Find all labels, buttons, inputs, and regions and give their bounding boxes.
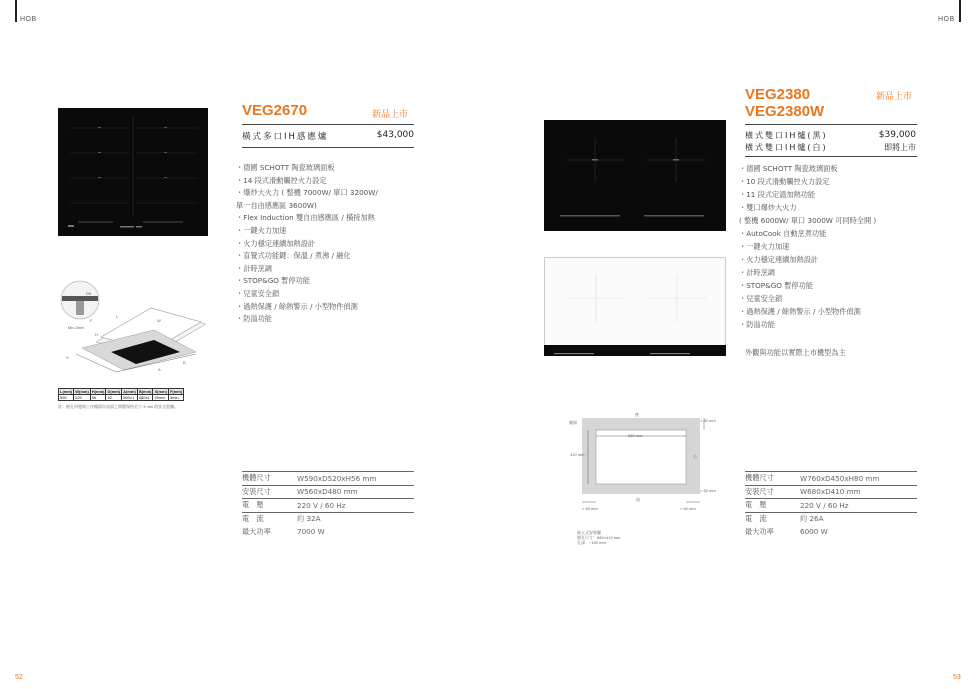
spec-row [745,485,917,499]
veg2380-spec-table [745,471,917,539]
feature-item: ・11 段式定溫加熱功能 [739,190,816,199]
dim-value: 520 [74,395,91,401]
spec-value: 7000 W [297,527,325,537]
feature-item: ・德國 SCHOTT 陶瓷玻璃面板 [739,164,838,173]
install-gap-top: > 50 mm [700,418,716,423]
dim-value: 52 [106,395,122,401]
feature-item: ( 整機 6000W/ 單口 3000W 可同時全開 ) [739,216,877,225]
veg2670-diagram-X: X [66,355,69,360]
veg2380-name-rule [745,156,917,157]
spec-value: 6000 W [800,527,828,537]
veg2670-diagram-A: A [158,367,161,372]
feature-item: ・10 段式滑動觸控火力設定 [739,177,830,186]
spec-key: 安裝尺寸 [242,486,271,496]
spec-key: 電 流 [242,513,264,523]
spec-row [242,471,414,485]
veg2670-spec-table [242,471,414,539]
veg2380-product-name-black: 橫式雙口IH爐(黑) [745,131,828,140]
feature-item: ・直覺式功能鍵：保溫 / 煮沸 / 融化 [236,251,351,261]
feature-item: ・防溢功能 [739,320,775,329]
feature-item: ・14 段式滑動觸控火力設定 [236,175,327,185]
spec-value: W760xD450xH80 mm [800,473,880,483]
veg2670-model: VEG2670 [242,102,308,119]
install-width-label: 680 mm [628,433,643,438]
spec-row [745,525,917,539]
veg2670-product-name: 橫式多口IH感應爐 [242,132,329,142]
feature-item: 單一自由感應區 3600W) [236,200,317,210]
veg2670-hob-zones [58,108,208,236]
veg2670-dimension-table [58,388,184,401]
feature-item: ・過熱保護 / 餘熱警示 / 小型物件偵測 [236,301,358,311]
feature-item: ・過熱保護 / 餘熱警示 / 小型物件偵測 [739,307,861,316]
install-note: 孔深：~150 mm [577,540,606,545]
spec-key: 電 壓 [242,500,264,510]
feature-item: ・兒童安全鎖 [236,288,280,298]
install-depth-label: 410 mm [570,452,585,457]
veg2380-black-zones [544,120,726,231]
spec-value: W560xD480 mm [297,487,358,497]
veg2380-title-rule [745,124,917,125]
dim-table-value-row [59,395,184,401]
spec-value: 約 32A [297,513,321,523]
install-gap-left: > 50 mm [582,506,598,511]
spec-key: 電 流 [745,513,767,523]
dim-value: 560±1 [122,395,138,401]
spec-value: 約 26A [800,513,824,523]
spec-key: 機體尺寸 [242,473,271,483]
dim-header: D(mm) [107,389,121,394]
spec-key: 安裝尺寸 [745,486,774,496]
spec-row [242,512,414,526]
veg2380-white-zones [545,258,727,357]
veg2670-hob-image [58,108,208,236]
spec-key: 最大功率 [242,526,271,536]
install-right-label: 右 [693,454,697,459]
veg2670-price: $43,000 [376,130,414,140]
veg2380-model: VEG2380 [745,86,811,103]
veg2380-appearance-note: 外觀與功能以實際上市機型為主 [745,348,846,357]
spec-key: 機體尺寸 [745,473,774,483]
spec-row [745,498,917,512]
spec-value: W590xD520xH56 mm [297,473,377,483]
install-notes [577,530,620,545]
feature-item: ・STOP&GO 暫停功能 [739,281,813,290]
spec-key: 電 壓 [745,500,767,510]
dim-value: 480±1 [137,395,153,401]
feature-item: ・兒童安全鎖 [739,294,783,303]
veg2670-diagram-r: R5 [86,291,92,296]
veg2670-diagram-H: H [95,332,98,337]
feature-item: ・計時烹調 [236,263,272,273]
veg2670-new-tag: 新品上市 [372,110,409,120]
veg2670-diagram-min: Min.3mm [68,325,85,330]
spec-row [242,485,414,499]
feature-item: ・計時烹調 [739,268,775,277]
page-number-right: 53 [953,674,961,681]
header-rule-right [959,0,961,22]
veg2380w-availability: 即將上市 [884,143,916,152]
spec-row [242,498,414,512]
page-number-left: 52 [15,674,23,681]
feature-item: ・Flex Induction 雙自由感應區 / 橫接加熱 [236,213,375,223]
dim-value: 50min. [154,395,167,400]
spec-value: 220 V / 60 Hz [297,500,346,510]
veg2380-price: $39,000 [878,130,916,140]
spec-row [242,525,414,539]
veg2380-feature-list [739,162,876,331]
veg2670-dimension-note: 註：嵌孔四邊與工作檯面內表面之間應保持至少 3 mm 的安全距離。 [58,404,179,409]
install-note: 開孔尺寸：680×410 mm [577,535,621,540]
header-label-left: HOB [20,16,37,23]
dim-header: F(mm) [169,389,183,394]
dim-header: A(mm) [123,389,136,394]
dim-header: L(mm) [60,389,73,394]
install-gap-bottom: > 50 mm [700,488,716,493]
veg2380-white-hob-image [544,257,726,356]
feature-item: ・防溢功能 [236,314,272,324]
feature-item: ・德國 SCHOTT 陶瓷玻璃面板 [236,163,335,172]
veg2380-white-hob-control-strip [544,345,726,356]
dim-header: W(mm) [75,389,89,394]
feature-item: ・一鍵火力加速 [739,242,790,251]
feature-item: ・AutoCook 自動烹煮功能 [739,229,827,238]
dim-value: 56 [90,395,106,401]
install-gap-right: > 50 mm [680,506,696,511]
veg2380w-model: VEG2380W [745,103,825,120]
install-wall-label: 牆面 [569,420,577,425]
header-rule-left [15,0,17,22]
control-strip-marks [544,349,726,360]
veg2380w-product-name-white: 橫式雙口IH爐(白) [745,143,828,152]
dim-header: H(mm) [91,389,105,394]
dim-value: 3min. [168,395,183,401]
spec-row [745,512,917,526]
veg2670-name-rule [242,147,414,148]
feature-item: ・火力穩定連續加熱設計 [236,238,316,248]
feature-item: ・STOP&GO 暫停功能 [236,276,310,286]
veg2670-title-rule [242,124,414,125]
install-note: 嵌入式安裝圖 [577,530,601,535]
spec-key: 最大功率 [745,526,774,536]
feature-item: ・火力穩定連續加熱設計 [739,255,819,264]
install-back-label: 後 [635,412,639,417]
veg2380-cutout-diagram [562,408,720,520]
spec-value: 220 V / 60 Hz [800,500,849,510]
spec-row [745,471,917,485]
veg2670-feature-list [236,162,378,326]
feature-item: ・雙口爆炒大火力 [739,203,797,212]
veg2670-diagram-F: F [90,318,93,323]
veg2670-diagram-W: W [157,318,161,323]
install-front-label: 前 [636,497,640,502]
veg2380-new-tag: 新品上市 [876,92,913,102]
header-label-right: HOB [938,16,955,23]
veg2670-diagram-L: L [116,314,119,319]
dim-value: 590 [59,395,74,401]
feature-item: ・一鍵火力加速 [236,225,287,235]
spec-value: W680xD410 mm [800,487,861,497]
dim-header: X(mm) [154,389,167,394]
feature-item: ・爆炒大火力 ( 整機 7000W/ 單口 3200W/ [236,188,378,198]
veg2670-diagram-B: B [183,360,186,365]
veg2380-black-hob-image [544,120,726,231]
dim-header: B(mm) [138,389,152,394]
